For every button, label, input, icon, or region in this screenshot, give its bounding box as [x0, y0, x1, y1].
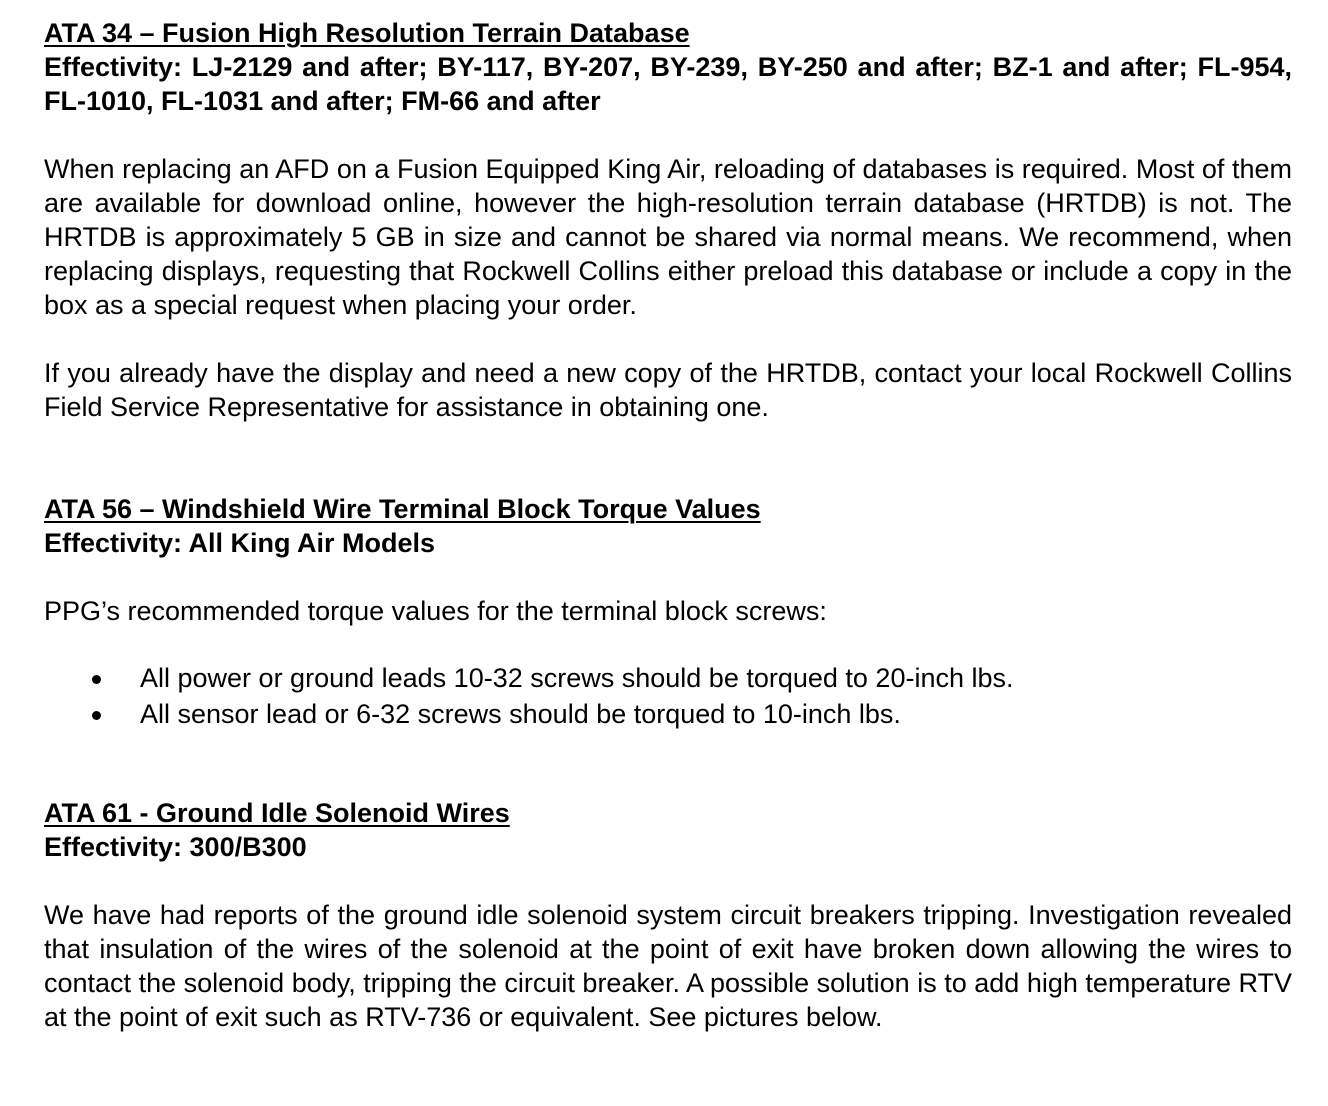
body-paragraph: If you already have the display and need a new copy of the HRTDB, contact your local Rockwell Collins Field Service Representative for assistance in obtaining one. [44, 358, 1292, 422]
body-paragraph: When replacing an AFD on a Fusion Equipped King Air, reloading of databases is required. Most of them are available for download online, however the high-resolution terrain database (HRTDB) is not. The HRTDB is approximately 5 GB in size and cannot be shared via normal means. We recommend, when replacing displays, requesting that Rockwell Collins either preload this database or include a copy in the box as a special request when placing your order. [44, 154, 1292, 320]
section-ata-56 [44, 492, 1292, 732]
bullet-list [44, 660, 1292, 732]
list-item [44, 696, 1292, 732]
body-paragraph: We have had reports of the ground idle solenoid system circuit breakers tripping. Investigation revealed that insulation of the wires of the solenoid at the point of exit have broken down allowing the wires to contact the solenoid body, tripping the circuit breaker. A possible solution is to add high temperature RTV at the point of exit such as RTV-736 or equivalent. See pictures below. [44, 900, 1292, 1032]
section-ata-61 [44, 796, 1292, 1034]
list-item-text: All power or ground leads 10-32 screws should be torqued to 20-inch lbs. [140, 663, 1014, 693]
body-paragraph: PPG’s recommended torque values for the terminal block screws: [44, 596, 827, 626]
effectivity-line: Effectivity: All King Air Models [44, 528, 436, 558]
bullet-icon [92, 711, 101, 720]
effectivity-line: Effectivity: 300/B300 [44, 832, 307, 862]
section-title: ATA 56 – Windshield Wire Terminal Block Torque Values [44, 494, 761, 524]
section-ata-34 [44, 16, 1292, 424]
list-item [44, 660, 1292, 696]
bullet-icon [92, 675, 101, 684]
list-item-text: All sensor lead or 6-32 screws should be torqued to 10-inch lbs. [140, 699, 901, 729]
document-page [44, 16, 1292, 1034]
section-title: ATA 61 - Ground Idle Solenoid Wires [44, 798, 510, 828]
effectivity-line: Effectivity: LJ-2129 and after; BY-117, BY-207, BY-239, BY-250 and after; BZ-1 and after; FL-954, FL-1010, FL-1031 and after; FM-66 and after [44, 52, 1292, 116]
section-title: ATA 34 – Fusion High Resolution Terrain Database [44, 18, 690, 48]
